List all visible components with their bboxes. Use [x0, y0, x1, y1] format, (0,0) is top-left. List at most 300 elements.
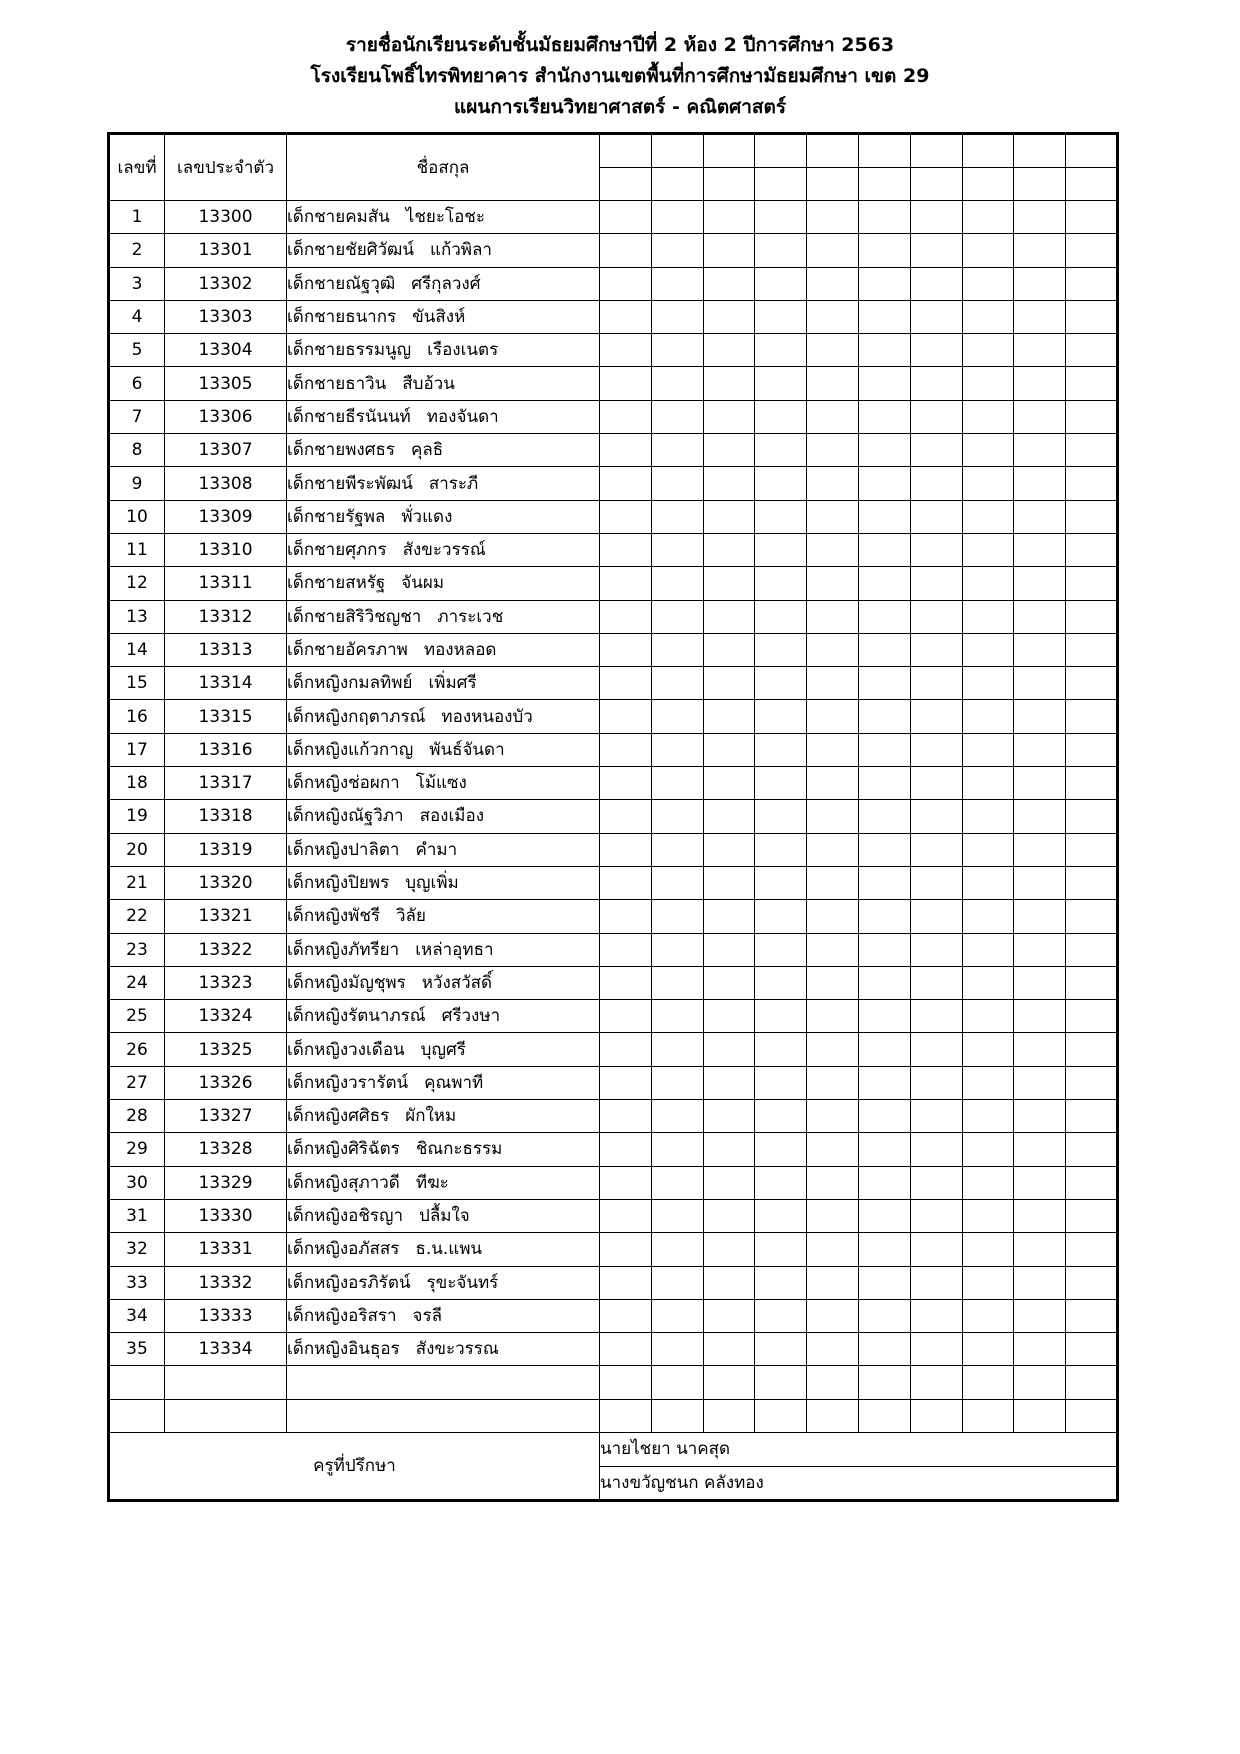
student-first-name: เด็กหญิงอรภิรัตน์	[287, 1272, 411, 1293]
blank-grid-cell	[651, 567, 703, 600]
blank-grid-cell	[858, 1000, 910, 1033]
blank-grid-cell	[703, 733, 755, 766]
blank-grid-cell	[858, 1033, 910, 1066]
student-last-name: สังขะวรรณ	[415, 1339, 499, 1360]
blank-grid-cell	[962, 1000, 1014, 1033]
student-number: 25	[109, 1000, 165, 1033]
blank-grid-cell	[703, 467, 755, 500]
table-row	[109, 267, 1118, 300]
blank-grid-cell	[1014, 700, 1066, 733]
blank-grid-cell	[858, 1199, 910, 1232]
student-name	[287, 900, 600, 933]
student-number: 29	[109, 1133, 165, 1166]
blank-grid-cell	[858, 1266, 910, 1299]
blank-grid-cell	[910, 600, 962, 633]
blank-grid-cell	[807, 1033, 859, 1066]
blank-grid-cell	[910, 700, 962, 733]
blank-grid-cell	[600, 1000, 652, 1033]
student-number: 5	[109, 334, 165, 367]
student-first-name: เด็กหญิงกมลทิพย์	[287, 673, 413, 694]
blank-grid-cell	[600, 700, 652, 733]
blank-grid-cell	[600, 400, 652, 433]
blank-grid-cell	[600, 800, 652, 833]
blank-grid-cell	[600, 267, 652, 300]
blank-grid-cell	[651, 201, 703, 234]
student-first-name: เด็กหญิงภัทรียา	[287, 939, 400, 960]
student-first-name: เด็กชายรัฐพล	[287, 506, 386, 527]
blank-grid-cell	[858, 800, 910, 833]
table-row	[109, 800, 1118, 833]
student-id: 13326	[165, 1066, 287, 1099]
student-last-name: ชิณกะธรรม	[415, 1139, 503, 1160]
student-name	[287, 1199, 600, 1232]
title-line-1: รายชื่อนักเรียนระดับชั้นมัธยมศึกษาปีที่ 2 ห้อง 2 ปีการศึกษา 2563	[345, 34, 895, 56]
blank-grid-cell	[858, 700, 910, 733]
student-first-name: เด็กหญิงพัชรี	[287, 906, 381, 927]
blank-header-cell	[807, 168, 859, 201]
blank-grid-cell	[600, 500, 652, 533]
blank-grid-cell	[962, 1100, 1014, 1133]
blank-grid-cell	[651, 300, 703, 333]
blank-grid-cell	[651, 966, 703, 999]
student-name	[287, 733, 600, 766]
student-number: 12	[109, 567, 165, 600]
student-id: 13311	[165, 567, 287, 600]
blank-grid-cell	[600, 1100, 652, 1133]
student-id: 13328	[165, 1133, 287, 1166]
blank-grid-cell	[703, 1100, 755, 1133]
advisor-row	[109, 1432, 1118, 1466]
blank-grid-cell	[651, 1000, 703, 1033]
student-name	[287, 1299, 600, 1332]
table-row	[109, 1033, 1118, 1066]
table-row	[109, 1066, 1118, 1099]
blank-grid-cell	[1066, 1033, 1118, 1066]
column-header-number: เลขที่	[109, 134, 165, 201]
blank-grid-cell	[1014, 400, 1066, 433]
student-first-name: เด็กชายสหรัฐ	[287, 573, 386, 594]
student-name	[287, 234, 600, 267]
student-last-name: ขันสิงห์	[412, 307, 466, 328]
blank-grid-cell	[703, 434, 755, 467]
blank-grid-cell	[1066, 800, 1118, 833]
student-number: 28	[109, 1100, 165, 1133]
blank-grid-cell	[755, 567, 807, 600]
blank-grid-cell	[807, 300, 859, 333]
blank-header-cell	[651, 134, 703, 168]
blank-grid-cell	[858, 400, 910, 433]
blank-grid-cell	[755, 1066, 807, 1099]
student-last-name: เพิ่มศรี	[428, 673, 477, 694]
blank-grid-cell	[807, 467, 859, 500]
blank-grid-cell	[755, 600, 807, 633]
blank-grid-cell	[858, 201, 910, 234]
blank-grid-cell	[703, 1166, 755, 1199]
empty-row	[109, 1366, 1118, 1399]
blank-grid-cell	[703, 833, 755, 866]
blank-grid-cell	[703, 234, 755, 267]
blank-grid-cell	[1066, 1199, 1118, 1232]
blank-grid-cell	[755, 201, 807, 234]
student-first-name: เด็กหญิงช่อผกา	[287, 773, 400, 794]
blank-grid-cell	[600, 567, 652, 600]
blank-grid-cell	[858, 267, 910, 300]
table-row	[109, 966, 1118, 999]
student-number: 10	[109, 500, 165, 533]
student-first-name: เด็กหญิงวรารัตน์	[287, 1072, 409, 1093]
blank-grid-cell	[1066, 1399, 1118, 1432]
blank-cell	[287, 1399, 600, 1432]
blank-grid-cell	[1014, 966, 1066, 999]
blank-grid-cell	[910, 434, 962, 467]
blank-grid-cell	[858, 1399, 910, 1432]
student-first-name: เด็กหญิงศิริฉัตร	[287, 1139, 400, 1160]
blank-grid-cell	[858, 1333, 910, 1366]
blank-grid-cell	[703, 1000, 755, 1033]
blank-grid-cell	[1066, 1266, 1118, 1299]
blank-grid-cell	[755, 434, 807, 467]
blank-grid-cell	[1014, 866, 1066, 899]
blank-grid-cell	[703, 933, 755, 966]
blank-grid-cell	[1066, 400, 1118, 433]
blank-grid-cell	[910, 1366, 962, 1399]
blank-grid-cell	[1066, 367, 1118, 400]
blank-grid-cell	[858, 633, 910, 666]
student-first-name: เด็กชายอัครภาพ	[287, 640, 408, 660]
blank-grid-cell	[962, 767, 1014, 800]
blank-grid-cell	[703, 667, 755, 700]
blank-grid-cell	[755, 300, 807, 333]
blank-grid-cell	[910, 667, 962, 700]
blank-grid-cell	[755, 667, 807, 700]
blank-grid-cell	[1066, 300, 1118, 333]
blank-grid-cell	[755, 933, 807, 966]
blank-grid-cell	[600, 1399, 652, 1432]
blank-grid-cell	[651, 334, 703, 367]
blank-grid-cell	[962, 833, 1014, 866]
blank-grid-cell	[651, 400, 703, 433]
blank-grid-cell	[600, 933, 652, 966]
blank-grid-cell	[807, 434, 859, 467]
blank-grid-cell	[1014, 567, 1066, 600]
student-name	[287, 367, 600, 400]
student-number: 1	[109, 201, 165, 234]
blank-grid-cell	[910, 933, 962, 966]
student-first-name: เด็กหญิงแก้วกาญ	[287, 739, 414, 760]
student-first-name: เด็กหญิงอินธุอร	[287, 1339, 400, 1360]
blank-grid-cell	[910, 533, 962, 566]
blank-grid-cell	[962, 933, 1014, 966]
student-number: 15	[109, 667, 165, 700]
blank-grid-cell	[807, 267, 859, 300]
student-name	[287, 1033, 600, 1066]
table-row	[109, 833, 1118, 866]
student-number: 32	[109, 1233, 165, 1266]
blank-grid-cell	[703, 1299, 755, 1332]
blank-grid-cell	[962, 733, 1014, 766]
blank-grid-cell	[807, 966, 859, 999]
table-row	[109, 1299, 1118, 1332]
table-row	[109, 1333, 1118, 1366]
blank-header-cell	[962, 168, 1014, 201]
blank-grid-cell	[755, 1333, 807, 1366]
advisor-name: นายไชยา นาคสุด	[600, 1432, 1118, 1466]
student-name	[287, 866, 600, 899]
blank-grid-cell	[910, 1399, 962, 1432]
blank-grid-cell	[600, 1366, 652, 1399]
student-number: 8	[109, 434, 165, 467]
student-name	[287, 1133, 600, 1166]
blank-grid-cell	[910, 300, 962, 333]
table-row	[109, 1233, 1118, 1266]
blank-grid-cell	[858, 733, 910, 766]
blank-header-cell	[910, 168, 962, 201]
blank-grid-cell	[703, 400, 755, 433]
blank-grid-cell	[962, 800, 1014, 833]
table-row	[109, 633, 1118, 666]
table-row	[109, 933, 1118, 966]
blank-grid-cell	[1066, 966, 1118, 999]
blank-grid-cell	[755, 400, 807, 433]
blank-grid-cell	[651, 800, 703, 833]
student-id: 13334	[165, 1333, 287, 1366]
blank-grid-cell	[600, 900, 652, 933]
blank-grid-cell	[1066, 567, 1118, 600]
blank-grid-cell	[910, 800, 962, 833]
blank-grid-cell	[755, 733, 807, 766]
student-last-name: ธ.น.แพน	[415, 1239, 483, 1260]
student-last-name: สองเมือง	[419, 806, 485, 827]
blank-grid-cell	[1066, 833, 1118, 866]
student-name	[287, 1066, 600, 1099]
blank-grid-cell	[1066, 334, 1118, 367]
blank-grid-cell	[858, 600, 910, 633]
blank-grid-cell	[651, 866, 703, 899]
student-last-name: วิลัย	[396, 906, 426, 927]
student-name	[287, 1166, 600, 1199]
blank-grid-cell	[600, 1033, 652, 1066]
blank-grid-cell	[1014, 1033, 1066, 1066]
student-last-name: จันผม	[401, 573, 445, 594]
blank-grid-cell	[703, 1066, 755, 1099]
blank-grid-cell	[651, 933, 703, 966]
blank-grid-cell	[858, 500, 910, 533]
blank-grid-cell	[1066, 1066, 1118, 1099]
blank-grid-cell	[600, 767, 652, 800]
blank-grid-cell	[962, 400, 1014, 433]
blank-grid-cell	[755, 533, 807, 566]
blank-grid-cell	[651, 900, 703, 933]
blank-grid-cell	[1066, 1366, 1118, 1399]
student-first-name: เด็กชายสิริวิชญชา	[287, 606, 422, 627]
blank-grid-cell	[600, 201, 652, 234]
student-id: 13310	[165, 533, 287, 566]
student-last-name: พันธ์จันดา	[429, 739, 505, 760]
student-name	[287, 500, 600, 533]
blank-grid-cell	[858, 1366, 910, 1399]
blank-grid-cell	[807, 633, 859, 666]
blank-grid-cell	[1014, 767, 1066, 800]
blank-grid-cell	[755, 866, 807, 899]
student-name	[287, 833, 600, 866]
title-line-2: โรงเรียนโพธิ์ไทรพิทยาคาร สำนักงานเขตพื้นที่การศึกษามัธยมศึกษา เขต 29	[310, 65, 930, 87]
student-last-name: ผักใหม	[405, 1106, 457, 1127]
student-id: 13306	[165, 400, 287, 433]
blank-grid-cell	[1066, 1133, 1118, 1166]
blank-grid-cell	[962, 1399, 1014, 1432]
blank-grid-cell	[651, 733, 703, 766]
blank-header-cell	[703, 168, 755, 201]
blank-grid-cell	[910, 900, 962, 933]
blank-grid-cell	[703, 367, 755, 400]
student-number: 35	[109, 1333, 165, 1366]
blank-grid-cell	[755, 800, 807, 833]
blank-grid-cell	[651, 434, 703, 467]
blank-grid-cell	[1066, 600, 1118, 633]
blank-grid-cell	[1066, 767, 1118, 800]
blank-grid-cell	[807, 833, 859, 866]
blank-grid-cell	[755, 1100, 807, 1133]
blank-grid-cell	[703, 1366, 755, 1399]
blank-grid-cell	[962, 1233, 1014, 1266]
student-last-name: ศรีกุลวงศ์	[411, 273, 481, 294]
blank-grid-cell	[1014, 367, 1066, 400]
blank-grid-cell	[755, 267, 807, 300]
blank-grid-cell	[600, 966, 652, 999]
blank-grid-cell	[910, 733, 962, 766]
blank-grid-cell	[1014, 733, 1066, 766]
blank-grid-cell	[910, 1033, 962, 1066]
blank-grid-cell	[600, 667, 652, 700]
blank-grid-cell	[807, 1299, 859, 1332]
student-first-name: เด็กหญิงกฤตาภรณ์	[287, 706, 426, 727]
blank-grid-cell	[1066, 667, 1118, 700]
student-id: 13325	[165, 1033, 287, 1066]
student-first-name: เด็กชายคมสัน	[287, 207, 390, 228]
blank-grid-cell	[755, 1033, 807, 1066]
blank-grid-cell	[962, 1033, 1014, 1066]
blank-grid-cell	[910, 767, 962, 800]
blank-grid-cell	[807, 201, 859, 234]
blank-grid-cell	[1066, 1166, 1118, 1199]
student-id: 13318	[165, 800, 287, 833]
blank-cell	[165, 1366, 287, 1399]
blank-grid-cell	[858, 1166, 910, 1199]
blank-grid-cell	[703, 533, 755, 566]
table-row	[109, 500, 1118, 533]
student-id: 13330	[165, 1199, 287, 1232]
blank-grid-cell	[703, 201, 755, 234]
blank-header-cell	[807, 134, 859, 168]
student-first-name: เด็กหญิงอภัสสร	[287, 1239, 400, 1260]
student-number: 17	[109, 733, 165, 766]
blank-grid-cell	[807, 733, 859, 766]
advisor-name: นางขวัญชนก คลังทอง	[600, 1466, 1118, 1501]
blank-grid-cell	[651, 533, 703, 566]
blank-grid-cell	[703, 567, 755, 600]
student-number: 30	[109, 1166, 165, 1199]
blank-grid-cell	[1014, 800, 1066, 833]
blank-grid-cell	[651, 667, 703, 700]
student-last-name: คำมา	[415, 839, 458, 860]
blank-grid-cell	[651, 700, 703, 733]
blank-grid-cell	[703, 1266, 755, 1299]
blank-grid-cell	[962, 567, 1014, 600]
blank-grid-cell	[962, 700, 1014, 733]
blank-grid-cell	[910, 1266, 962, 1299]
student-number: 7	[109, 400, 165, 433]
blank-header-cell	[910, 134, 962, 168]
student-last-name: แก้วพิลา	[430, 240, 492, 261]
blank-grid-cell	[703, 800, 755, 833]
blank-cell	[165, 1399, 287, 1432]
student-id: 13307	[165, 434, 287, 467]
table-row	[109, 767, 1118, 800]
blank-grid-cell	[807, 700, 859, 733]
blank-grid-cell	[1066, 733, 1118, 766]
blank-grid-cell	[910, 833, 962, 866]
blank-grid-cell	[807, 234, 859, 267]
blank-grid-cell	[651, 1133, 703, 1166]
blank-grid-cell	[651, 833, 703, 866]
blank-grid-cell	[807, 334, 859, 367]
blank-header-cell	[858, 134, 910, 168]
blank-grid-cell	[858, 966, 910, 999]
blank-grid-cell	[755, 500, 807, 533]
blank-grid-cell	[600, 1266, 652, 1299]
student-first-name: เด็กหญิงมัญชุพร	[287, 972, 406, 993]
blank-grid-cell	[1066, 234, 1118, 267]
blank-grid-cell	[755, 966, 807, 999]
student-last-name: พั่วแดง	[401, 506, 453, 527]
student-number: 9	[109, 467, 165, 500]
blank-grid-cell	[858, 1299, 910, 1332]
blank-header-cell	[755, 168, 807, 201]
blank-grid-cell	[651, 1366, 703, 1399]
blank-grid-cell	[807, 1133, 859, 1166]
blank-grid-cell	[755, 467, 807, 500]
table-row	[109, 567, 1118, 600]
blank-grid-cell	[1014, 667, 1066, 700]
student-id: 13303	[165, 300, 287, 333]
student-id: 13315	[165, 700, 287, 733]
student-number: 20	[109, 833, 165, 866]
blank-grid-cell	[858, 667, 910, 700]
student-name	[287, 334, 600, 367]
blank-grid-cell	[755, 1133, 807, 1166]
student-last-name: คุณพาที	[424, 1072, 484, 1093]
student-name	[287, 434, 600, 467]
blank-grid-cell	[600, 533, 652, 566]
table-row	[109, 1199, 1118, 1232]
student-name	[287, 667, 600, 700]
blank-grid-cell	[807, 667, 859, 700]
blank-grid-cell	[807, 800, 859, 833]
student-first-name: เด็กชายธาวิน	[287, 373, 387, 394]
blank-grid-cell	[703, 267, 755, 300]
student-name	[287, 800, 600, 833]
student-last-name: ทองหลอด	[423, 640, 497, 660]
table-row	[109, 733, 1118, 766]
blank-grid-cell	[600, 300, 652, 333]
blank-header-cell	[858, 168, 910, 201]
student-id: 13313	[165, 633, 287, 666]
blank-header-cell	[1066, 134, 1118, 168]
blank-header-cell	[755, 134, 807, 168]
student-name	[287, 400, 600, 433]
student-last-name: สาระภี	[428, 473, 479, 494]
blank-grid-cell	[1014, 1133, 1066, 1166]
